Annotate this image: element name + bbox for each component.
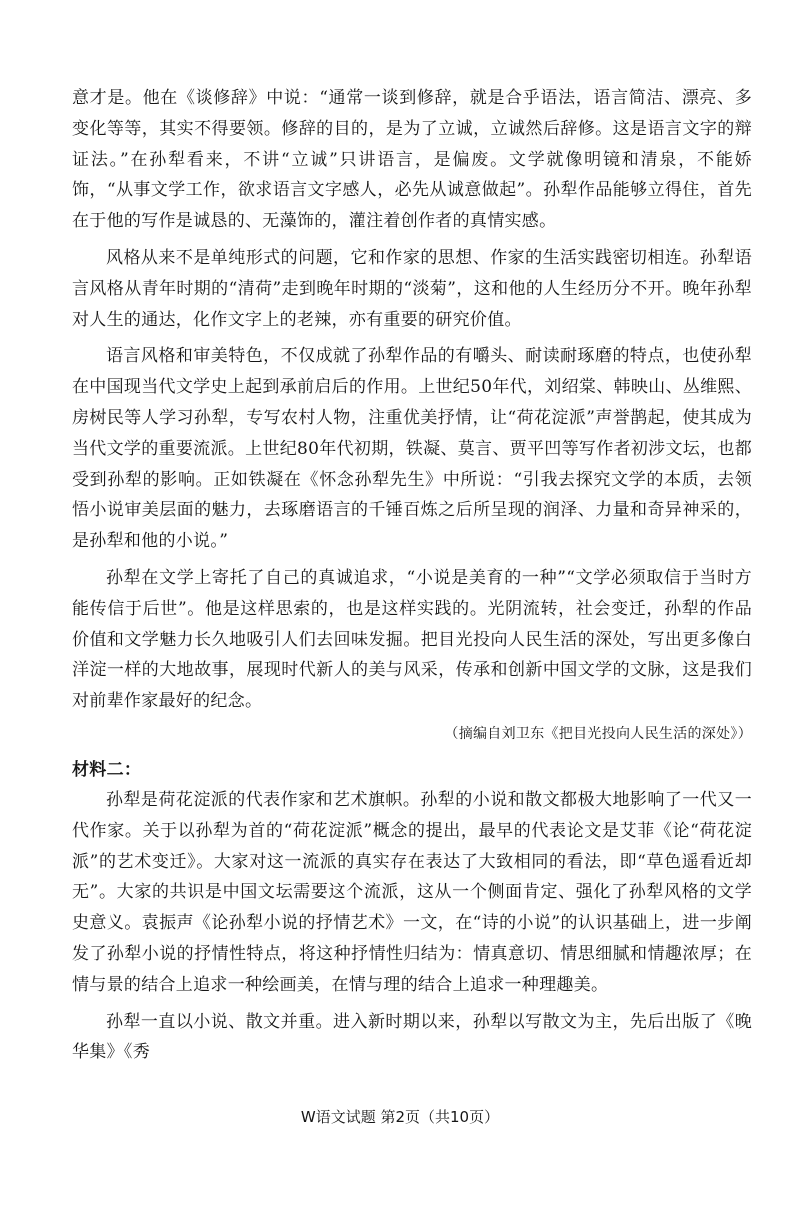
page-footer: W语文试题 第2页（共10页） xyxy=(300,1108,500,1126)
continuation-paragraph: 意才是。他在《谈修辞》中说：“通常一谈到修辞，就是合乎语法，语言简洁、漂亮、多变化等等，其实不得要领。修辞的目的，是为了立诚，立诚然后辞修。这是语言文字的辩证法。”在孙犁看来，不讲“立诚”只讲语言，是偏废。文学就像明镜和清泉，不能娇饰，“从事文学工作，欲求语言文字感人，必先从诚意做起”。孙犁作品能够立得住，首先在于他的写作是诚恳的、无藻饰的，灌注着创作者的真情实感。 xyxy=(72,88,752,232)
body-paragraph: 孙犁是荷花淀派的代表作家和艺术旗帜。孙犁的小说和散文都极大地影响了一代又一代作家。关于以孙犁为首的“荷花淀派”概念的提出，最早的代表论文是艾菲《论“荷花淀派”的艺术变迁》。大家对这一流派的真实存在表达了大致相同的看法，即“草色遥看近却无”。大家的共识是中国文坛需要这个流派，这从一个侧面肯定、强化了孙犁风格的文学史意义。袁振声《论孙犁小说的抒情艺术》一文，在“诗的小说”的认识基础上，进一步阐发了孙犁小说的抒情性特点，将这种抒情性归结为：情真意切、情思细腻和情趣浓厚；在情与景的结合上追求一种绘画美，在情与理的结合上追求一种理趣美。 xyxy=(72,789,752,995)
material-2-heading: 材料二： xyxy=(72,759,142,780)
article-body xyxy=(72,83,752,1068)
body-paragraph: 风格从来不是单纯形式的问题，它和作家的思想、作家的生活实践密切相连。孙犁语言风格从青年时期的“清荷”走到晚年时期的“淡菊”，这和他的人生经历分不开。晚年孙犁对人生的通达，化作文字上的老辣，亦有重要的研究价值。 xyxy=(72,247,752,330)
body-paragraph: 孙犁在文学上寄托了自己的真诚追求，“小说是美育的一种”“文学必须取信于当时方能传信于后世”。他是这样思索的，也是这样实践的。光阴流转，社会变迁，孙犁的作品价值和文学魅力长久地吸引人们去回味发掘。把目光投向人民生活的深处，写出更多像白洋淀一样的大地故事，展现时代新人的美与风采，传承和创新中国文学的文脉，这是我们对前辈作家最好的纪念。 xyxy=(72,567,752,712)
body-paragraph: 语言风格和审美特色，不仅成就了孙犁作品的有嚼头、耐读耐琢磨的特点，也使孙犁在中国现当代文学史上起到承前启后的作用。上世纪50年代，刘绍棠、韩映山、丛维熙、房树民等人学习孙犁，专写农村人物，注重优美抒情，让“荷花淀派”声誉鹊起，使其成为当代文学的重要流派。上世纪80年代初期，铁凝、莫言、贾平凹等写作者初涉文坛，也都受到孙犁的影响。正如铁凝在《怀念孙犁先生》中所说：“引我去探究文学的本质，去领悟小说审美层面的魅力，去琢磨语言的千锤百炼之后所呈现的润泽、力量和奇异神采的，是孙犁和他的小说。” xyxy=(72,346,752,552)
source-citation: （摘编自刘卫东《把目光投向人民生活的深处》） xyxy=(444,725,752,742)
body-paragraph: 孙犁一直以小说、散文并重。进入新时期以来，孙犁以写散文为主，先后出版了《晚华集》《秀 xyxy=(72,1011,752,1063)
